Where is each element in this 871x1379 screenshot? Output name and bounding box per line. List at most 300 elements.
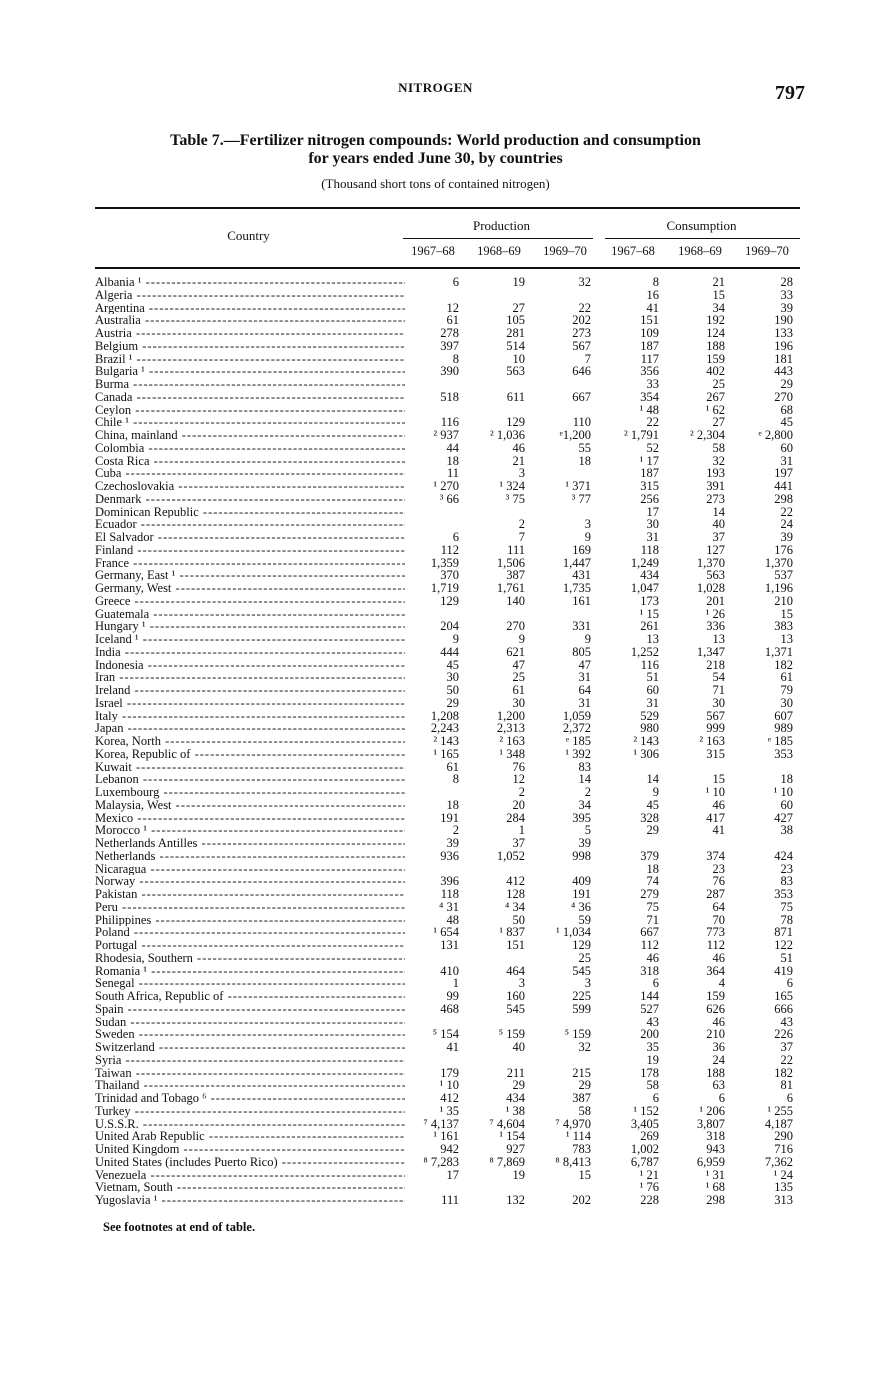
value-cell: 124 (706, 326, 725, 340)
value-cell: 261 (640, 619, 659, 634)
value-cell: 354 (640, 389, 659, 404)
value-cell: 46 (512, 440, 525, 455)
value-cell: 518 (440, 389, 459, 404)
value-cell: 15 (578, 1167, 591, 1182)
value-cell: 58 (646, 1078, 659, 1093)
value-cell: 173 (640, 593, 659, 608)
table-row (95, 965, 800, 978)
production-group-rule (403, 238, 593, 239)
value-cell: ¹ 114 (565, 1129, 591, 1144)
value-cell: 621 (506, 644, 525, 659)
value-cell: 83 (578, 759, 591, 774)
value-cell: 79 (780, 683, 793, 697)
value-cell: 434 (506, 1091, 525, 1105)
value-cell: 2 (518, 785, 525, 799)
value-cell: 58 (578, 1103, 591, 1118)
value-cell: ¹ 10 (439, 1078, 459, 1093)
country-name: Malaysia, West ----- (95, 799, 405, 812)
value-cell: 70 (712, 912, 725, 927)
value-cell: 215 (572, 1065, 591, 1080)
value-cell: 28 (780, 275, 793, 289)
value-cell: 61 (780, 670, 793, 685)
table-row (95, 1092, 800, 1105)
value-cell: 190 (774, 313, 793, 328)
value-cell: 943 (706, 1142, 725, 1156)
value-cell: 151 (506, 938, 525, 952)
value-cell: 9 (584, 530, 591, 544)
value-cell: 22 (578, 300, 591, 315)
value-cell: 1,370 (696, 555, 725, 570)
value-cell: 267 (706, 389, 725, 404)
value-cell: 3 (584, 517, 591, 532)
country-name: Ireland ----- (95, 684, 405, 697)
table-row (95, 748, 800, 761)
value-cell: ⁸ 7,283 (423, 1154, 459, 1169)
value-cell: 23 (712, 861, 725, 876)
country-name: Sweden ----- (95, 1028, 405, 1041)
value-cell: ᵉ1,200 (559, 428, 591, 442)
value-cell: ³ 66 (439, 491, 459, 506)
value-cell: 129 (440, 593, 459, 608)
table-row (95, 1194, 800, 1207)
value-cell: 270 (774, 389, 793, 404)
footnote-reference: See footnotes at end of table. (103, 1220, 256, 1234)
country-name: Iceland ¹ ----- (95, 633, 405, 646)
value-cell: 1,208 (430, 708, 459, 723)
country-name: Netherlands Antilles ----- (95, 837, 405, 850)
value-cell: 9 (518, 632, 525, 646)
table-row (95, 378, 800, 391)
value-cell: ¹ 837 (499, 925, 525, 940)
value-cell: 805 (572, 644, 591, 659)
value-cell: 78 (780, 912, 793, 927)
value-cell: 353 (774, 887, 793, 901)
value-cell: 936 (440, 848, 459, 863)
value-cell: 44 (446, 440, 459, 455)
value-cell: 32 (578, 1040, 591, 1054)
value-cell: 424 (774, 848, 793, 863)
country-name: Venezuela ----- (95, 1169, 405, 1182)
value-cell: 191 (440, 810, 459, 825)
year-header: 1967–68 (411, 244, 455, 258)
value-cell: 298 (706, 1193, 725, 1207)
table-row (95, 799, 800, 812)
value-cell: 131 (440, 938, 459, 952)
value-cell: 225 (572, 989, 591, 1003)
value-cell: ³ 75 (505, 491, 525, 506)
value-cell: ² 1,791 (624, 428, 659, 442)
country-name: Korea, Republic of ----- (95, 748, 405, 761)
value-cell: 443 (774, 364, 793, 379)
value-cell: ⁵ 159 (564, 1027, 591, 1042)
value-cell: 228 (640, 1193, 659, 1207)
country-name: Germany, West ----- (95, 582, 405, 595)
country-name: South Africa, Republic of ----- (95, 990, 405, 1003)
value-cell: 17 (646, 504, 659, 519)
value-cell: 71 (646, 912, 659, 927)
value-cell: 165 (774, 989, 793, 1003)
value-cell: ¹ 38 (505, 1103, 525, 1118)
value-cell: 218 (706, 657, 725, 672)
value-cell: 395 (572, 810, 591, 825)
value-cell: 2 (452, 823, 459, 838)
value-cell: 315 (640, 479, 659, 493)
value-cell: 529 (640, 708, 659, 723)
value-cell: ¹ 348 (499, 746, 525, 761)
table-row (95, 340, 800, 353)
country-name: Chile ¹ ----- (95, 416, 405, 429)
value-cell: 60 (646, 683, 659, 697)
country-name: Indonesia ----- (95, 659, 405, 672)
value-cell: 13 (780, 632, 793, 646)
value-cell: 31 (578, 695, 591, 710)
country-name: Sudan ----- (95, 1016, 405, 1029)
value-cell: 129 (572, 938, 591, 952)
value-cell: 331 (572, 619, 591, 634)
value-cell: ¹ 21 (639, 1167, 659, 1182)
country-name: Ceylon ----- (95, 404, 405, 417)
value-cell: 12 (446, 300, 459, 315)
country-name: Turkey ----- (95, 1105, 405, 1118)
value-cell: ² 1,036 (490, 428, 525, 442)
value-cell: 187 (640, 338, 659, 353)
value-cell: 50 (512, 912, 525, 927)
value-cell: 9 (452, 632, 459, 646)
value-cell: ¹ 15 (639, 606, 659, 621)
year-header: 1969–70 (745, 244, 789, 258)
value-cell: 27 (712, 415, 725, 430)
value-cell: 110 (572, 415, 591, 430)
value-cell: ⁵ 159 (498, 1027, 525, 1042)
country-name: Lebanon ----- (95, 773, 405, 786)
value-cell: ³ 77 (571, 491, 591, 506)
value-cell: 409 (572, 874, 591, 889)
value-cell: 37 (780, 1040, 793, 1054)
value-cell: ⁴ 34 (505, 899, 525, 914)
country-name: France ----- (95, 557, 405, 570)
value-cell: 161 (572, 593, 591, 608)
value-cell: 3,405 (630, 1116, 659, 1131)
value-cell: 182 (774, 657, 793, 672)
value-cell: 18 (780, 772, 793, 787)
value-cell: 45 (780, 415, 793, 430)
value-cell: 22 (646, 415, 659, 430)
country-name: Taiwan ----- (95, 1067, 405, 1080)
table-row (95, 1054, 800, 1067)
value-cell: 43 (780, 1014, 793, 1029)
country-name: Costa Rica ----- (95, 455, 405, 468)
value-cell: 60 (780, 797, 793, 812)
table-row (95, 289, 800, 302)
value-cell: 1,002 (630, 1142, 659, 1156)
value-cell: 1 (518, 823, 525, 838)
value-cell: 14 (646, 772, 659, 787)
value-cell: 29 (780, 377, 793, 391)
value-cell: 22 (780, 1052, 793, 1067)
value-cell: 1,059 (562, 708, 591, 723)
value-cell: ² 163 (699, 734, 725, 748)
country-name: Israel ----- (95, 697, 405, 710)
value-cell: ¹ 165 (433, 746, 459, 761)
value-cell: 160 (506, 989, 525, 1003)
value-cell: 1,052 (496, 848, 525, 863)
value-cell: 545 (506, 1001, 525, 1016)
table-row (95, 812, 800, 825)
value-cell: 24 (780, 517, 793, 532)
country-name: Burma ----- (95, 378, 405, 391)
value-cell: 41 (446, 1040, 459, 1054)
value-cell: 31 (646, 530, 659, 544)
value-cell: 38 (780, 823, 793, 838)
value-cell: 353 (774, 746, 793, 761)
country-name: Mexico ----- (95, 812, 405, 825)
data-table (95, 207, 800, 1207)
table-row (95, 620, 800, 633)
value-cell: 391 (706, 479, 725, 493)
table-row (95, 646, 800, 659)
value-cell: 116 (640, 657, 659, 672)
value-cell: 18 (446, 797, 459, 812)
value-cell: 178 (640, 1065, 659, 1080)
value-cell: 6 (452, 275, 459, 289)
table-row (95, 493, 800, 506)
value-cell: 112 (440, 542, 459, 557)
value-cell: ¹ 35 (439, 1103, 459, 1118)
country-name: Japan ----- (95, 722, 405, 735)
value-cell: 417 (706, 810, 725, 825)
value-cell: 34 (712, 300, 725, 315)
table-row (95, 1105, 800, 1118)
table-row (95, 939, 800, 952)
value-cell: ¹ 48 (639, 402, 659, 417)
country-name: Greece ----- (95, 595, 405, 608)
value-cell: 2,313 (496, 721, 525, 736)
value-cell: 412 (440, 1091, 459, 1105)
country-name: Morocco ¹ ----- (95, 824, 405, 837)
table-title-line1: Table 7.—Fertilizer nitrogen compounds: World production and consumption (170, 132, 701, 149)
value-cell: 133 (774, 326, 793, 340)
value-cell: 132 (506, 1193, 525, 1207)
value-cell: 59 (578, 912, 591, 927)
value-cell: 193 (706, 466, 725, 481)
value-cell: 144 (640, 989, 659, 1003)
value-cell: 1,359 (430, 555, 459, 570)
value-cell: 716 (774, 1142, 793, 1156)
country-name: Norway ----- (95, 875, 405, 888)
country-name: Switzerland ----- (95, 1041, 405, 1054)
value-cell: 3 (518, 466, 525, 481)
value-cell: 46 (646, 950, 659, 965)
value-cell: 83 (780, 874, 793, 889)
value-cell: 396 (440, 874, 459, 889)
value-cell: 599 (572, 1001, 591, 1016)
value-cell: 412 (506, 874, 525, 889)
value-cell: 197 (774, 466, 793, 481)
table-subtitle: (Thousand short tons of contained nitrogen) (321, 176, 550, 191)
value-cell: 122 (774, 938, 793, 952)
value-cell: 427 (774, 810, 793, 825)
value-cell: ¹ 31 (705, 1167, 725, 1182)
country-name: U.S.S.R. ----- (95, 1118, 405, 1131)
country-name: Rhodesia, Southern ----- (95, 952, 405, 965)
value-cell: 201 (706, 593, 725, 608)
value-cell: 23 (780, 861, 793, 876)
table-row (95, 1169, 800, 1182)
value-cell: 27 (512, 300, 525, 315)
table-row (95, 888, 800, 901)
value-cell: 29 (578, 1078, 591, 1093)
value-cell: 15 (712, 772, 725, 787)
value-cell: ¹ 1,034 (556, 925, 591, 940)
country-name: Nicaragua ----- (95, 863, 405, 876)
value-cell: 30 (446, 670, 459, 685)
country-name: Bulgaria ¹ ----- (95, 365, 405, 378)
value-cell: ¹ 270 (433, 479, 459, 493)
value-cell: 9 (584, 632, 591, 646)
value-cell: 441 (774, 479, 793, 493)
country-name: Philippines ----- (95, 914, 405, 927)
value-cell: 45 (646, 797, 659, 812)
country-name: United States (includes Puerto Rico) ----- (95, 1156, 405, 1169)
value-cell: 116 (440, 415, 459, 430)
value-cell: 4 (718, 976, 725, 991)
value-cell: 1,447 (562, 555, 591, 570)
value-cell: 1,371 (764, 644, 793, 659)
value-cell: 81 (780, 1078, 793, 1093)
value-cell: 40 (512, 1040, 525, 1054)
value-cell: 30 (512, 695, 525, 710)
value-cell: 1,347 (696, 644, 725, 659)
value-cell: 1,252 (630, 644, 659, 659)
country-name: Czechoslovakia ----- (95, 480, 405, 493)
value-cell: 111 (507, 542, 525, 557)
value-cell: 2,243 (430, 721, 459, 736)
running-head: NITROGEN (398, 80, 473, 95)
value-cell: 256 (640, 491, 659, 506)
value-cell: 773 (706, 925, 725, 940)
value-cell: ¹ 26 (705, 606, 725, 621)
table-title-line2: for years ended June 30, by countries (308, 150, 563, 167)
value-cell: ⁸ 7,869 (489, 1154, 525, 1169)
value-cell: ¹ 255 (767, 1103, 793, 1118)
value-cell: 431 (572, 568, 591, 583)
value-cell: 60 (780, 440, 793, 455)
country-name: Germany, East ¹ ----- (95, 569, 405, 582)
value-cell: 109 (640, 326, 659, 340)
value-cell: 468 (440, 1001, 459, 1016)
value-cell: 328 (640, 810, 659, 825)
value-cell: ² 2,304 (690, 428, 725, 442)
value-cell: 12 (512, 772, 525, 787)
table-row (95, 901, 800, 914)
country-name: Italy ----- (95, 710, 405, 723)
value-cell: 6 (652, 976, 659, 991)
country-name: Romania ¹ ----- (95, 965, 405, 978)
value-cell: 11 (446, 466, 459, 481)
value-cell: 6 (786, 976, 793, 991)
value-cell: ᵉ 185 (767, 734, 793, 748)
value-cell: 15 (712, 287, 725, 302)
country-name: Senegal ----- (95, 977, 405, 990)
value-cell: 5 (584, 823, 591, 838)
value-cell: 105 (506, 313, 525, 328)
value-cell: 128 (506, 887, 525, 901)
table-row (95, 327, 800, 340)
value-cell: 30 (646, 517, 659, 532)
value-cell: 200 (640, 1027, 659, 1042)
value-cell: 15 (780, 606, 793, 621)
value-cell: 24 (712, 1052, 725, 1067)
value-cell: 112 (706, 938, 725, 952)
value-cell: 31 (780, 453, 793, 468)
country-name: Luxembourg ----- (95, 786, 405, 799)
value-cell: 336 (706, 619, 725, 634)
country-name: El Salvador ----- (95, 531, 405, 544)
value-cell: 21 (712, 275, 725, 289)
value-cell: 30 (780, 695, 793, 710)
value-cell: 32 (712, 453, 725, 468)
value-cell: 410 (440, 963, 459, 978)
value-cell: ¹ 17 (639, 453, 659, 468)
value-cell: 10 (512, 351, 525, 366)
country-name: Spain ----- (95, 1003, 405, 1016)
value-cell: 188 (706, 1065, 725, 1080)
value-cell: 76 (712, 874, 725, 889)
value-cell: 188 (706, 338, 725, 353)
table-row (95, 837, 800, 850)
table-title (0, 132, 871, 168)
value-cell: 646 (572, 364, 591, 379)
country-name: United Arab Republic ----- (95, 1130, 405, 1143)
value-cell: 3 (518, 976, 525, 991)
value-cell: 135 (774, 1180, 793, 1195)
value-cell: 29 (512, 1078, 525, 1093)
value-cell: 50 (446, 683, 459, 697)
value-cell: 64 (712, 899, 725, 914)
value-cell: 6,959 (696, 1154, 725, 1169)
country-name: Colombia ----- (95, 442, 405, 455)
value-cell: 37 (512, 836, 525, 850)
table-row (95, 276, 800, 289)
value-cell: 626 (706, 1001, 725, 1016)
value-cell: ⁷ 4,970 (555, 1116, 591, 1131)
value-cell: 191 (572, 887, 591, 901)
value-cell: ⁷ 4,604 (489, 1116, 525, 1131)
value-cell: 980 (640, 721, 659, 736)
country-name: Brazil ¹ ----- (95, 353, 405, 366)
value-cell: 666 (774, 1001, 793, 1016)
country-name: Kuwait ----- (95, 761, 405, 774)
value-cell: 419 (774, 963, 793, 978)
value-cell: 51 (780, 950, 793, 965)
table-row (95, 1041, 800, 1054)
value-cell: 3 (584, 976, 591, 991)
value-cell: 46 (712, 1014, 725, 1029)
consumption-group-rule (605, 238, 800, 239)
value-cell: 210 (774, 593, 793, 608)
value-cell: 1,735 (562, 581, 591, 595)
value-cell: 181 (774, 351, 793, 366)
value-cell: 374 (706, 848, 725, 863)
value-cell: 75 (780, 899, 793, 914)
value-cell: ¹ 371 (565, 479, 591, 493)
value-cell: 284 (506, 810, 525, 825)
value-cell: 55 (578, 440, 591, 455)
country-name: Algeria ----- (95, 289, 405, 302)
value-cell: 1,506 (496, 555, 525, 570)
value-cell: 204 (440, 619, 459, 634)
value-cell: 43 (646, 1014, 659, 1029)
